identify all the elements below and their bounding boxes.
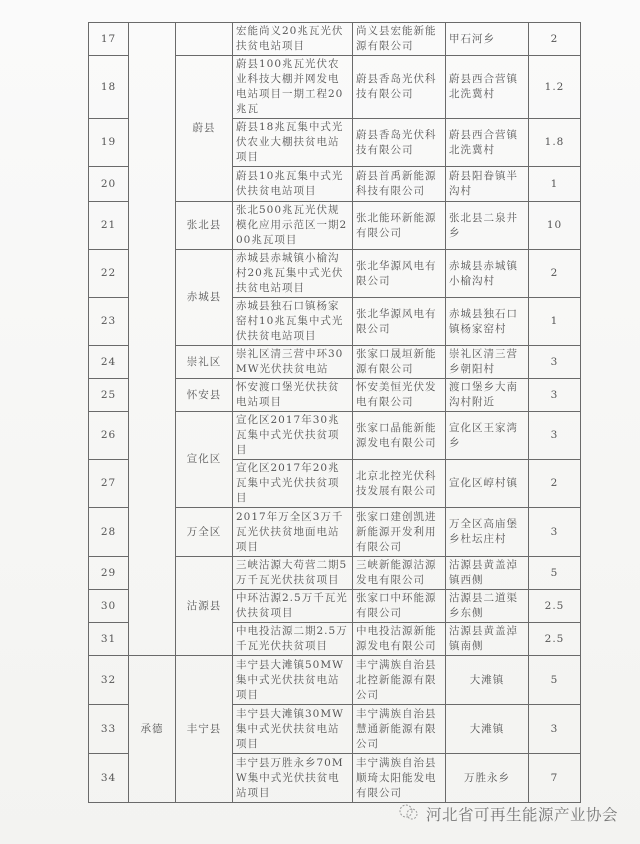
row-number: 17 xyxy=(89,23,129,56)
project-name: 蔚县18兆瓦集中式光伏农业大棚扶贫电站项目 xyxy=(233,119,353,167)
project-company: 蔚县香岛光伏科技有限公司 xyxy=(353,119,446,167)
row-number: 18 xyxy=(89,56,129,119)
county-cell xyxy=(176,23,233,56)
project-location: 宣化区王家湾乡 xyxy=(446,412,529,460)
project-company: 怀安美恒光伏发电有限公司 xyxy=(353,379,446,412)
project-company: 张北能环新能源有限公司 xyxy=(353,202,446,250)
wechat-official-account-icon xyxy=(398,803,420,825)
county-cell-xuanhua: 宣化区 xyxy=(176,412,233,508)
county-cell-guyuan: 沽源县 xyxy=(176,557,233,656)
project-company: 张北华源风电有限公司 xyxy=(353,298,446,346)
project-company: 张北华源风电有限公司 xyxy=(353,250,446,298)
project-name: 赤城县赤城镇小榆沟村20兆瓦集中式光伏扶贫电站项目 xyxy=(233,250,353,298)
project-capacity: 3 xyxy=(529,346,581,379)
project-company: 三峡新能源沽源发电有限公司 xyxy=(353,557,446,590)
county-cell-chongli: 崇礼区 xyxy=(176,346,233,379)
project-company: 张家口晟垣新能源有限公司 xyxy=(353,346,446,379)
project-capacity: 7 xyxy=(529,754,581,803)
project-location: 崇礼区清三营乡朝阳村 xyxy=(446,346,529,379)
project-location: 沽源县黄盖淖镇西侧 xyxy=(446,557,529,590)
project-name: 宏能尚义20兆瓦光伏扶贫电站项目 xyxy=(233,23,353,56)
project-capacity: 3 xyxy=(529,705,581,754)
project-name: 宣化区2017年20兆瓦集中式光伏扶贫项目 xyxy=(233,460,353,508)
project-location: 甲石河乡 xyxy=(446,23,529,56)
table-row xyxy=(89,23,581,56)
watermark-footer xyxy=(398,803,618,825)
project-location: 大滩镇 xyxy=(446,705,529,754)
row-number: 19 xyxy=(89,119,129,167)
project-name: 三峡沽源大苟营二期5万千瓦光伏扶贫项目 xyxy=(233,557,353,590)
county-cell-wanquan: 万全区 xyxy=(176,508,233,557)
county-cell-chicheng: 赤城县 xyxy=(176,250,233,346)
project-company: 丰宁满族自治县北控新能源有限公司 xyxy=(353,656,446,705)
row-number: 32 xyxy=(89,656,129,705)
row-number: 25 xyxy=(89,379,129,412)
project-location: 大滩镇 xyxy=(446,656,529,705)
project-company: 张家口建创凯进新能源开发利用有限公司 xyxy=(353,508,446,557)
project-capacity: 1 xyxy=(529,298,581,346)
project-name: 张北500兆瓦光伏规模化应用示范区一期200兆瓦项目 xyxy=(233,202,353,250)
project-capacity: 3 xyxy=(529,412,581,460)
project-capacity: 5 xyxy=(529,656,581,705)
project-company: 尚义县宏能新能源有限公司 xyxy=(353,23,446,56)
project-capacity: 2 xyxy=(529,460,581,508)
project-capacity: 2 xyxy=(529,250,581,298)
county-cell-huaian: 怀安县 xyxy=(176,379,233,412)
row-number: 30 xyxy=(89,590,129,623)
row-number: 28 xyxy=(89,508,129,557)
city-cell-chengde: 承德 xyxy=(129,656,176,803)
project-company: 张家口中环能源有限公司 xyxy=(353,590,446,623)
project-name: 蔚县100兆瓦光伏农业科技大棚并网发电电站项目一期工程20兆瓦 xyxy=(233,56,353,119)
project-capacity: 2.5 xyxy=(529,590,581,623)
project-location: 万胜永乡 xyxy=(446,754,529,803)
project-capacity: 1 xyxy=(529,167,581,202)
project-location: 张北县二泉井乡 xyxy=(446,202,529,250)
project-name: 怀安渡口堡光伏扶贫电站项目 xyxy=(233,379,353,412)
project-company: 丰宁满族自治县慧通新能源有限公司 xyxy=(353,705,446,754)
project-capacity: 1.8 xyxy=(529,119,581,167)
row-number: 24 xyxy=(89,346,129,379)
row-number: 26 xyxy=(89,412,129,460)
row-number: 33 xyxy=(89,705,129,754)
project-capacity: 1.2 xyxy=(529,56,581,119)
project-company: 蔚县香岛光伏科技有限公司 xyxy=(353,56,446,119)
project-company: 蔚县首禹新能源科技有限公司 xyxy=(353,167,446,202)
project-location: 赤城县独石口镇杨家窑村 xyxy=(446,298,529,346)
row-number: 20 xyxy=(89,167,129,202)
project-location: 沽源县二道渠乡东侧 xyxy=(446,590,529,623)
project-capacity: 5 xyxy=(529,557,581,590)
county-cell-fengning: 丰宁县 xyxy=(176,656,233,803)
project-location: 蔚县西合营镇北洗冀村 xyxy=(446,119,529,167)
project-name: 中环沽源2.5万千瓦光伏扶贫项目 xyxy=(233,590,353,623)
project-location: 渡口堡乡大南沟村附近 xyxy=(446,379,529,412)
project-capacity: 2 xyxy=(529,23,581,56)
project-capacity: 10 xyxy=(529,202,581,250)
project-name: 丰宁县大滩镇30MW集中式光伏扶贫电站项目 xyxy=(233,705,353,754)
project-location: 宣化区崞村镇 xyxy=(446,460,529,508)
project-name: 中电投沽源二期2.5万千瓦光伏扶贫项目 xyxy=(233,623,353,656)
row-number: 34 xyxy=(89,754,129,803)
city-cell-zhangjiakou xyxy=(129,23,176,656)
project-location: 沽源县黄盖淖镇南侧 xyxy=(446,623,529,656)
project-capacity: 3 xyxy=(529,379,581,412)
project-company: 张家口晶能新能源发电有限公司 xyxy=(353,412,446,460)
project-name: 崇礼区清三营中环30MW光伏扶贫电站 xyxy=(233,346,353,379)
project-company: 丰宁满族自治县顺琦太阳能发电有限公司 xyxy=(353,754,446,803)
project-capacity: 3 xyxy=(529,508,581,557)
row-number: 22 xyxy=(89,250,129,298)
project-name: 丰宁县大滩镇50MW集中式光伏扶贫电站项目 xyxy=(233,656,353,705)
table-row xyxy=(89,656,581,705)
watermark-text: 河北省可再生能源产业协会 xyxy=(426,806,619,824)
project-company: 北京北控光伏科技发展有限公司 xyxy=(353,460,446,508)
row-number: 27 xyxy=(89,460,129,508)
project-location: 蔚县西合营镇北洗冀村 xyxy=(446,56,529,119)
project-name: 蔚县10兆瓦集中式光伏扶贫电站项目 xyxy=(233,167,353,202)
county-cell-zhangbei: 张北县 xyxy=(176,202,233,250)
row-number: 31 xyxy=(89,623,129,656)
project-name: 赤城县独石口镇杨家窑村10兆瓦集中式光伏扶贫电站项目 xyxy=(233,298,353,346)
project-location: 蔚县阳眷镇半沟村 xyxy=(446,167,529,202)
project-name: 宣化区2017年30兆瓦集中式光伏扶贫项目 xyxy=(233,412,353,460)
pv-poverty-project-table xyxy=(88,22,581,803)
project-location: 赤城县赤城镇小榆沟村 xyxy=(446,250,529,298)
county-cell-yuxian: 蔚县 xyxy=(176,56,233,202)
project-name: 丰宁县万胜永乡70MW集中式光伏扶贫电站项目 xyxy=(233,754,353,803)
row-number: 21 xyxy=(89,202,129,250)
project-name: 2017年万全区3万千瓦光伏扶贫地面电站项目 xyxy=(233,508,353,557)
project-company: 中电投沽源新能源发电有限公司 xyxy=(353,623,446,656)
row-number: 29 xyxy=(89,557,129,590)
project-capacity: 2.5 xyxy=(529,623,581,656)
row-number: 23 xyxy=(89,298,129,346)
project-location: 万全区高庙堡乡杜坛庄村 xyxy=(446,508,529,557)
